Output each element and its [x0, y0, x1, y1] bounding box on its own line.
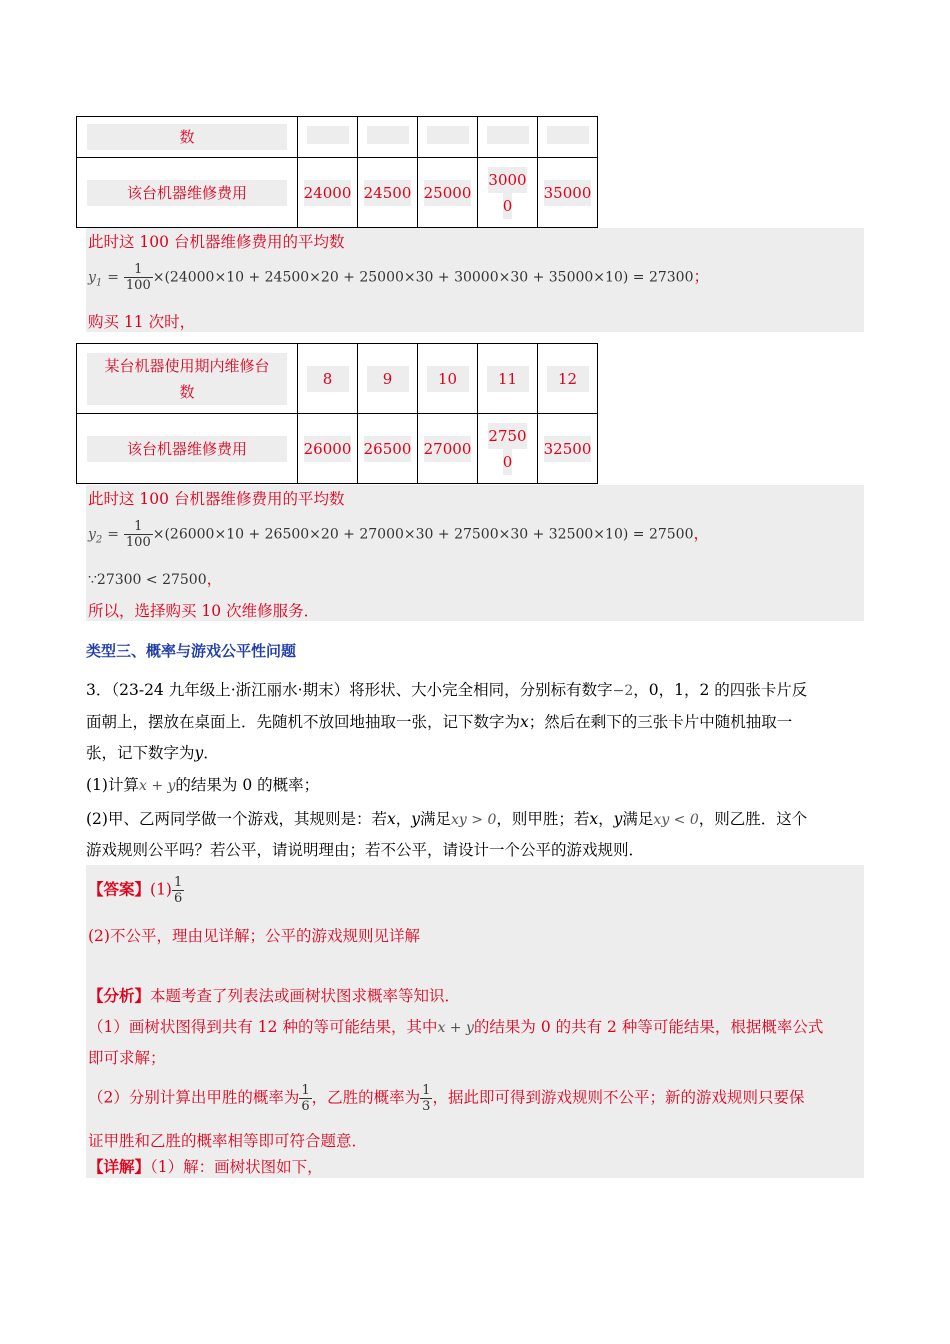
table2-cost-value: 32500: [544, 436, 592, 462]
problem-line-3: 张，记下数字为y．: [86, 744, 219, 762]
table2-count-value: 12: [547, 366, 589, 392]
average-1-text: 此时这 100 台机器维修费用的平均数: [88, 233, 345, 251]
table2-count-cell: [298, 344, 358, 414]
table2-cost-value: 26500: [364, 436, 412, 462]
question-2-line-1: (2)甲、乙两同学做一个游戏，其规则是：若x，y满足xy > 0，则甲胜；若x，y满足xy < 0，则乙胜．这个: [86, 810, 808, 828]
table2-cost-cell: [538, 414, 598, 484]
table1-cost-value: 25000: [424, 180, 472, 206]
table2-cost-value-part1: 2750: [488, 423, 526, 449]
table2-cost-label-cell: [77, 414, 298, 484]
table1-cost-cell: [538, 158, 598, 228]
table2-count-cell: [538, 344, 598, 414]
analysis-part-2-cont: 证甲胜和乙胜的概率相等即可符合题意．: [88, 1132, 368, 1150]
average-2-formula: $y_2$ = $\frac{1}{100}$ ×(26000×10 + 26500×20 + 27000×30 + 27500×30 + 32500×10) = 27500，: [88, 519, 709, 550]
detail-line: 【详解】（1）解：画树状图如下，: [88, 1157, 323, 1176]
table2-count-cell: [478, 344, 538, 414]
compare-line: ∵27300 < 27500，: [88, 570, 223, 588]
table1-cost-cell: [358, 158, 418, 228]
repair-cost-table-10: [76, 116, 598, 228]
table1-empty-cell: [478, 117, 538, 158]
table2-row2-label: 该台机器维修费用: [87, 436, 287, 462]
answer-block: [86, 865, 864, 1178]
question-2-line-2: 游戏规则公平吗？若公平，请说明理由；若不公平，请设计一个公平的游戏规则．: [86, 841, 645, 859]
average-block-2: [86, 485, 864, 621]
table2-cost-cell: [478, 414, 538, 484]
table2-row1-label-a: 某台机器使用期内维修台: [87, 353, 287, 379]
table1-cost-value-part1: 3000: [488, 167, 526, 193]
conclusion-text: 所以，选择购买 10 次维修服务．: [88, 602, 320, 620]
table1-cost-value: 24000: [304, 180, 352, 206]
table2-count-value: 9: [367, 366, 409, 392]
table2-count-value: 11: [487, 366, 529, 392]
analysis-part-2: （2）分别计算出甲胜的概率为 $\frac{1}{6}$ ，乙胜的概率为 $\frac{1}{3}$ ，据此即可得到游戏规则不公平；新的游戏规则只要保: [88, 1083, 805, 1114]
table2-cost-value: 26000: [304, 436, 352, 462]
analysis-part-1: （1）画树状图得到共有 12 种的等可能结果，其中x + y的结果为 0 的共有 2 种等可能结果，根据概率公式: [88, 1018, 824, 1036]
question-1: (1)计算x + y的结果为 0 的概率；: [86, 776, 320, 794]
table2-count-cell: [418, 344, 478, 414]
answer-line-2: (2)不公平，理由见详解；公平的游戏规则见详解: [88, 927, 420, 945]
table1-row2-label: 该台机器维修费用: [87, 180, 287, 206]
average-1-formula: $y_1$ = $\frac{1}{100}$ ×(24000×10 + 24500×20 + 25000×30 + 30000×30 + 35000×10) = 27300；: [88, 262, 709, 293]
table1-cost-cell: [478, 158, 538, 228]
table1-cost-value-part2: 0: [503, 193, 513, 219]
answer-line-1: 【答案】(1) $\frac{1}{6}$: [88, 875, 183, 906]
analysis-intro: 【分析】本题考查了列表法或画树状图求概率等知识．: [88, 986, 461, 1005]
table1-cost-cell: [298, 158, 358, 228]
table2-row1-label-b: 数: [87, 379, 287, 405]
table2-cost-cell: [418, 414, 478, 484]
table2-cost-cell: [358, 414, 418, 484]
table1-row1-label: 数: [87, 124, 287, 150]
table2-cost-value-part2: 0: [503, 449, 513, 475]
problem-line-2: 面朝上，摆放在桌面上．先随机不放回地抽取一张，记下数字为x；然后在剩下的三张卡片中随机抽取一: [86, 713, 793, 731]
section-title: 类型三、概率与游戏公平性问题: [86, 642, 297, 660]
average-2-text: 此时这 100 台机器维修费用的平均数: [88, 490, 345, 508]
table2-count-value: 10: [427, 366, 469, 392]
repair-cost-table-11: [76, 343, 598, 484]
table1-cost-label-cell: [77, 158, 298, 228]
table1-cost-cell: [418, 158, 478, 228]
table2-count-value: 8: [307, 366, 349, 392]
table2-cost-value: 27000: [424, 436, 472, 462]
table1-empty-cell: [298, 117, 358, 158]
table1-header-label-cell: [77, 117, 298, 158]
average-block-1: [86, 228, 864, 332]
buy-11-text: 购买 11 次时，: [88, 313, 196, 331]
table2-header-label-cell: [77, 344, 298, 414]
problem-line-1: 3．（23-24 九年级上·浙江丽水·期末）将形状、大小完全相同，分别标有数字−2，0，1，2 的四张卡片反: [86, 681, 808, 699]
table1-cost-value: 24500: [364, 180, 412, 206]
table1-cost-value: 35000: [544, 180, 592, 206]
analysis-part-1-cont: 即可求解；: [88, 1049, 166, 1067]
table2-cost-cell: [298, 414, 358, 484]
table2-count-cell: [358, 344, 418, 414]
table1-empty-cell: [358, 117, 418, 158]
table1-empty-cell: [418, 117, 478, 158]
table1-empty-cell: [538, 117, 598, 158]
